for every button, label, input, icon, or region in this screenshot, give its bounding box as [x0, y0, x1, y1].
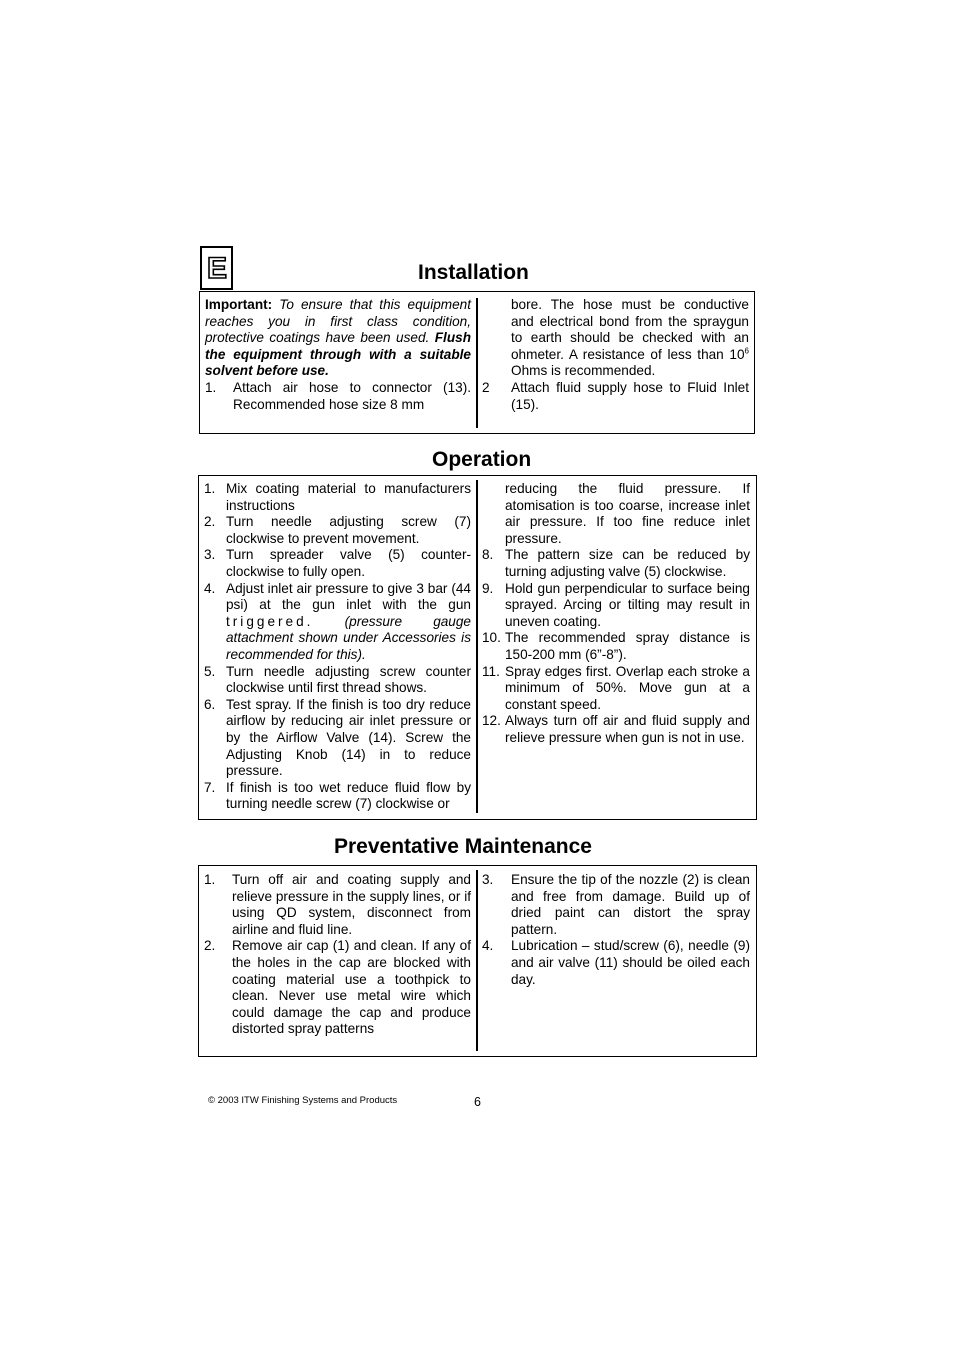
important-bold-text: Flush the equipment through with a suitable solvent before use.: [205, 330, 471, 379]
operation-left-column: [204, 481, 471, 813]
item-number: 4.: [482, 938, 494, 954]
item-number: 11.: [482, 663, 500, 679]
item-number: 10.: [482, 630, 501, 646]
maintenance-right-column: [482, 872, 750, 988]
operation-title: Operation: [432, 448, 532, 471]
item-text: Spray edges first. Overlap each stroke a minimum of 50%. Move gun at a constant speed.: [505, 663, 750, 712]
maintenance-divider: [476, 870, 478, 1051]
item-text: The pattern size can be reduced by turning adjusting valve (5) clockwise.: [505, 547, 750, 579]
installation-item-2: [482, 380, 749, 413]
item-text: Attach fluid supply hose to Fluid Inlet (15).: [511, 379, 749, 412]
operation-item-9: [482, 581, 750, 631]
page-number: 6: [474, 1095, 481, 1109]
maintenance-item-3: [482, 872, 750, 938]
language-tab-letter: E: [207, 252, 228, 285]
operation-item-8: [482, 547, 750, 580]
item-number: 7.: [204, 779, 216, 795]
item-text: Turn spreader valve (5) counter-clockwise to fully open.: [226, 547, 471, 579]
operation-item-2: [204, 514, 471, 547]
installation-divider: [476, 298, 478, 428]
operation-item-1: [204, 481, 471, 514]
important-label: Important:: [205, 297, 273, 312]
item-number: 1.: [204, 481, 216, 496]
operation-item-10: [482, 630, 750, 663]
language-tab: [200, 246, 233, 290]
installation-item-1: [205, 380, 471, 413]
item-text: Mix coating material to manufacturers instructions: [226, 481, 471, 513]
item-text: The recommended spray distance is 150-200 mm (6”-8”).: [505, 630, 750, 662]
item-number: 6.: [204, 696, 216, 712]
operation-divider: [476, 480, 478, 813]
item-number: 3.: [482, 872, 494, 887]
installation-right-column: [482, 297, 749, 413]
maintenance-item-4: [482, 938, 750, 988]
item-number: 4.: [204, 580, 216, 596]
item-text: Turn off air and coating supply and relieve pressure in the supply lines, or if using QD system, disconnect from airline and fluid line.: [232, 872, 471, 937]
item-text: Turn needle adjusting screw (7) clockwise to prevent movement.: [226, 514, 471, 546]
maintenance-title: Preventative Maintenance: [334, 835, 592, 858]
item-number: 1.: [204, 872, 216, 887]
maintenance-item-1: [204, 872, 471, 938]
maintenance-left-column: [204, 872, 471, 1038]
operation-item-7: [204, 780, 471, 813]
item-text: Test spray. If the finish is too dry reduce airflow by reducing air inlet pressure or by the Airflow Valve (14). Screw the Adjusting Knob (14) in to reduce pressure.: [226, 696, 471, 779]
operation-item-5: [204, 664, 471, 697]
installation-title: Installation: [418, 261, 529, 284]
operation-item-11: [482, 664, 750, 714]
item-number: 12.: [482, 713, 501, 729]
important-note: [205, 297, 471, 380]
operation-right-column: [482, 481, 750, 747]
item-text: Lubrication – stud/screw (6), needle (9) and air valve (11) should be oiled each day.: [511, 938, 750, 987]
item-number: 8.: [482, 547, 494, 563]
item-text: Remove air cap (1) and clean. If any of the holes in the cap are blocked with coating material use a toothpick to clean. Never use metal wire which could damage the cap and produce distorted spray patterns: [232, 938, 471, 1037]
operation-item-3: [204, 547, 471, 580]
item-text: Hold gun perpendicular to surface being sprayed. Arcing or tilting may result in uneven coating.: [505, 580, 750, 629]
item-text: Adjust inlet air pressure to give 3 bar (44 psi) at the gun inlet with the gun: [226, 580, 471, 613]
superscript-exponent: 6: [744, 346, 749, 356]
installation-item-1-continued: bore. The hose must be conductive and electrical bond from the spraygun to earth should be checked with an ohmeter. A resistance of less than $10^6$ Ohms is recommended.: [511, 297, 749, 379]
item-number: 1.: [205, 379, 217, 395]
item-text: Always turn off air and fluid supply and relieve pressure when gun is not in use.: [505, 713, 750, 745]
operation-item-4: [204, 581, 471, 664]
operation-item-12: [482, 713, 750, 746]
item-text: Turn needle adjusting screw counter clockwise until first thread shows.: [226, 663, 471, 696]
item-number: 2.: [204, 938, 216, 954]
maintenance-item-2: [204, 938, 471, 1038]
important-text: To ensure that this equipment reaches you in first class condition, protective coatings have been used.: [205, 297, 471, 346]
item-number: 2: [482, 379, 490, 395]
item-number: 9.: [482, 580, 494, 596]
installation-left-column: [205, 297, 471, 413]
item-number: 2.: [204, 514, 216, 530]
item-number: 5.: [204, 663, 216, 679]
operation-item-6: [204, 697, 471, 780]
item-text: Ensure the tip of the nozzle (2) is clean and free from damage. Build up of dried paint can distort the spray pattern.: [511, 872, 750, 937]
item-text: Attach air hose to connector (13). Recommended hose size 8 mm: [233, 379, 471, 412]
item-text-spaced: triggered.: [226, 613, 314, 629]
copyright-notice: © 2003 ITW Finishing Systems and Products: [208, 1095, 398, 1106]
operation-item-7-continued: reducing the fluid pressure. If atomisation is too coarse, increase inlet air pressure. If too fine reduce inlet pressure.: [505, 481, 750, 546]
item-number: 3.: [204, 547, 216, 563]
item-text: If finish is too wet reduce fluid flow by turning needle screw (7) clockwise or: [226, 779, 471, 812]
item-text-italic: (pressure gauge attachment shown under Accessories is recommended for this).: [226, 613, 471, 662]
